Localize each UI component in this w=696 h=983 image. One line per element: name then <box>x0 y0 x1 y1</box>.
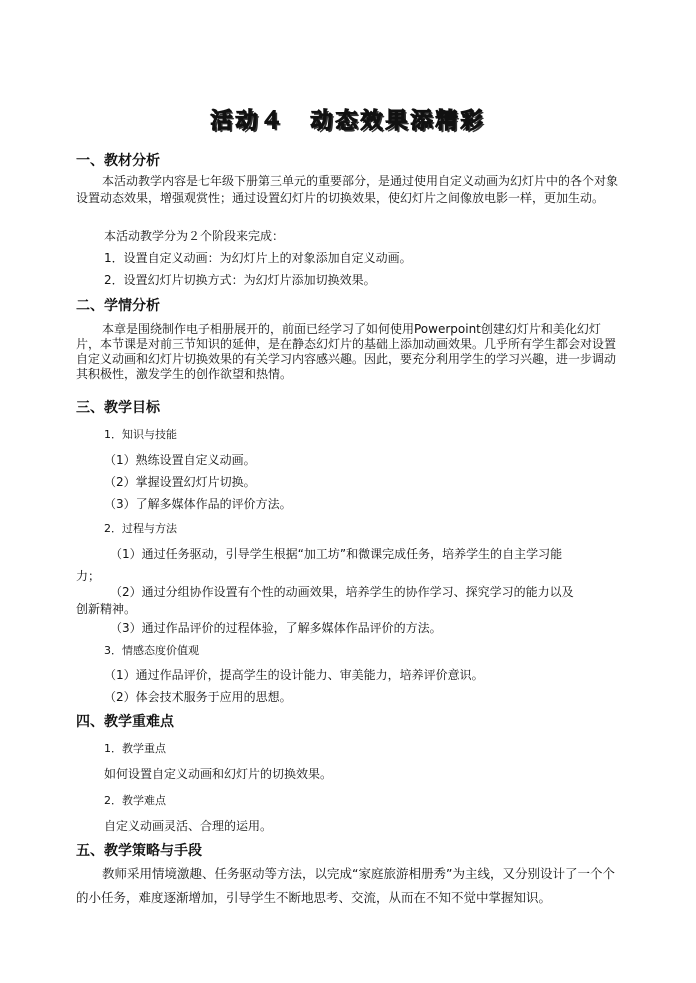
section-5-paragraph-1: 教师采用情境激趣、任务驱动等方法，以完成“家庭旅游相册秀”为主线，又分别设计了一个个的小任务，难度逐渐增加，引导学生不断地思考、交流，从而在不知不觉中掌握知识。 <box>76 866 615 905</box>
section-1-item-2: 2．设置幻灯片切换方式：为幻灯片添加切换效果。 <box>104 273 376 287</box>
section-3-sub-2-item-2-line-1: （2）通过分组协作设置有个性的动画效果，培养学生的协作学习、探究学习的能力以及 <box>110 585 574 599</box>
section-4-subheading-1: 1．教学重点 <box>104 742 166 755</box>
section-4-sub-2-text: 自定义动画灵活、合理的运用。 <box>104 819 273 833</box>
section-4-subheading-2: 2．教学难点 <box>104 794 166 807</box>
section-heading-3: 三、教学目标 <box>76 400 160 416</box>
section-3-sub-1-item-2: （2）掌握设置幻灯片切换。 <box>104 475 256 489</box>
section-1-paragraph-1: 本活动教学内容是七年级下册第三单元的重要部分，是通过使用自定义动画为幻灯片中的各个对象设置动态效果，增强观赏性；通过设置幻灯片的切换效果，使幻灯片之间像放电影一样，更加生动。 <box>76 174 619 205</box>
section-3-sub-3-item-1: （1）通过作品评价，提高学生的设计能力、审美能力，培养评价意识。 <box>104 668 484 682</box>
section-3-sub-3-item-2: （2）体会技术服务于应用的思想。 <box>104 690 292 704</box>
section-heading-5: 五、教学策略与手段 <box>76 843 202 859</box>
section-3-subheading-2: 2．过程与方法 <box>104 522 177 535</box>
section-heading-4: 四、教学重难点 <box>76 714 174 730</box>
section-heading-2: 二、学情分析 <box>76 298 160 314</box>
section-3-sub-2-item-2-line-2: 创新精神。 <box>76 602 137 616</box>
section-3-sub-2-item-1-line-2: 力； <box>76 569 101 583</box>
section-1-item-1: 1．设置自定义动画：为幻灯片上的对象添加自定义动画。 <box>104 251 412 265</box>
section-3-sub-1-item-3: （3）了解多媒体作品的评价方法。 <box>104 497 292 511</box>
section-3-subheading-1: 1．知识与技能 <box>104 428 177 441</box>
section-3-subheading-3: 3．情感态度价值观 <box>104 644 199 657</box>
section-3-sub-2-item-1-line-1: （1）通过任务驱动，引导学生根据“加工坊”和微课完成任务，培养学生的自主学习能 <box>110 547 563 561</box>
document-title: 活动４ 动态效果添精彩 <box>210 109 486 134</box>
section-4-sub-1-text: 如何设置自定义动画和幻灯片的切换效果。 <box>104 767 333 781</box>
section-heading-1: 一、教材分析 <box>76 153 160 169</box>
section-3-sub-2-item-3: （3）通过作品评价的过程体验，了解多媒体作品评价的方法。 <box>110 621 442 635</box>
section-1-paragraph-2: 本活动教学分为２个阶段来完成： <box>104 229 285 243</box>
section-2-paragraph-1: 本章是围绕制作电子相册展开的，前面已经学习了如何使用Powerpoint创建幻灯片和美化幻灯片，本节课是对前三节知识的延伸，是在静态幻灯片的基础上添加动画效果。几乎所有学生都会对设置自定义动画和幻灯片切换效果的有关学习内容感兴趣。因此，要充分利用学生的学习兴趣，进一步调动其积极性，激发学生的创作欲望和热情。 <box>76 322 617 381</box>
section-3-sub-1-item-1: （1）熟练设置自定义动画。 <box>104 453 256 467</box>
